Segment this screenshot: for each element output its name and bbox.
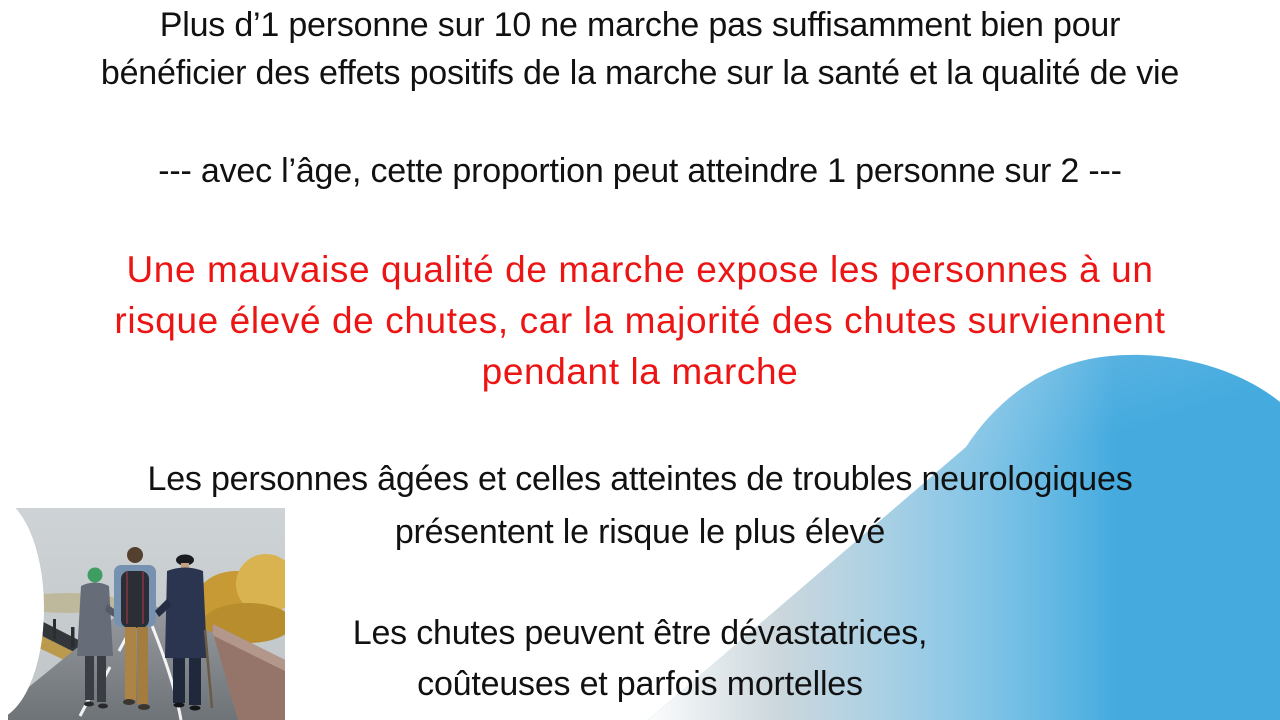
age-proportion-paragraph bbox=[0, 147, 1280, 195]
risk-warning-line-2: risque élevé de chutes, car la majorité des chutes surviennent bbox=[114, 300, 1166, 341]
high-risk-groups-line-2: présentent le risque le plus élevé bbox=[394, 513, 886, 551]
falls-consequences-line-1: Les chutes peuvent être dévastatrices, bbox=[352, 614, 928, 652]
falls-consequences-paragraph bbox=[0, 608, 1280, 710]
intro-line-1: Plus d’1 personne sur 10 ne marche pas suffisamment bien pour bbox=[159, 6, 1121, 44]
intro-line-2: bénéficier des effets positifs de la marche sur la santé et la qualité de vie bbox=[100, 54, 1180, 92]
intro-paragraph bbox=[0, 1, 1280, 97]
risk-warning-line-1: Une mauvaise qualité de marche expose les personnes à un bbox=[126, 249, 1154, 290]
falls-consequences-line-2: coûteuses et parfois mortelles bbox=[417, 665, 863, 703]
high-risk-groups-line-1: Les personnes âgées et celles atteintes de troubles neurologiques bbox=[147, 460, 1133, 498]
risk-warning-paragraph bbox=[0, 244, 1280, 397]
risk-warning-line-3: pendant la marche bbox=[481, 351, 799, 392]
high-risk-groups-paragraph bbox=[0, 453, 1280, 559]
age-proportion-line: --- avec l’âge, cette proportion peut atteindre 1 personne sur 2 --- bbox=[158, 152, 1122, 190]
